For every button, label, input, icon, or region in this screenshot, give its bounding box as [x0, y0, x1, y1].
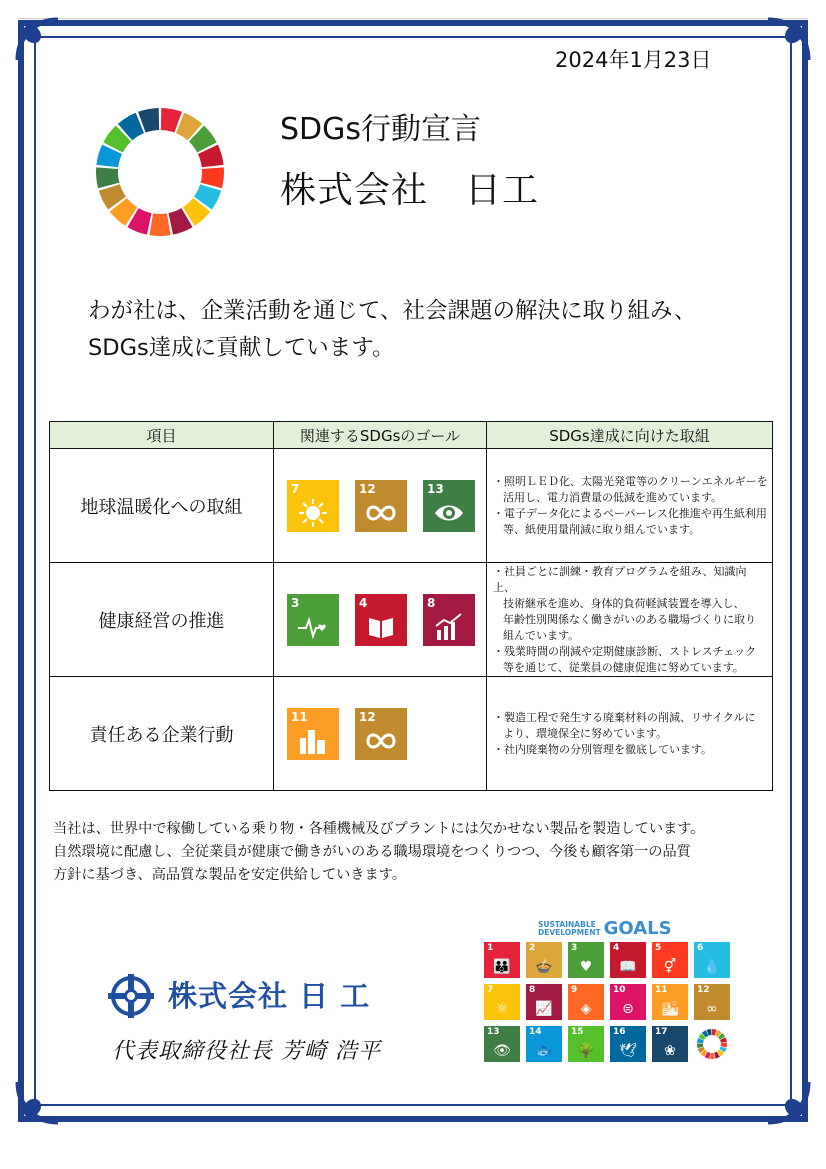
- action-line: ・社員ごとに訓練・教育プログラムを組み、知識向上、: [493, 564, 747, 594]
- row-actions-cell: [487, 563, 773, 677]
- sdg-goal-2-tile: 2 🍲: [526, 942, 562, 978]
- sdg-logo-goals: GOALS: [603, 918, 672, 939]
- wheel-segment: [96, 167, 119, 188]
- representative-signature: 代表取締役社長 芳崎 浩平: [112, 1039, 381, 1064]
- company-title: 株式会社 日工: [280, 170, 540, 211]
- row-actions-cell: [487, 449, 773, 563]
- sdg-goal-10-tile: 10 ⊜: [610, 984, 646, 1020]
- sdg-goal-13-icon: 13: [423, 480, 475, 532]
- body-text: [53, 818, 705, 887]
- action-bullet: [493, 742, 768, 758]
- body-line: 当社は、世界中で稼働している乗り物・各種機械及びプラントには欠かせない製品を製造しています。: [53, 821, 705, 837]
- wheel-segment: [201, 167, 224, 188]
- table-row: [50, 563, 773, 677]
- sdg-goal-3-tile: 3 ♥: [568, 942, 604, 978]
- sdg-goal-15-tile: 15 🌳: [568, 1026, 604, 1062]
- body-line: 方針に基づき、高品質な製品を安定供給していきます。: [53, 867, 406, 883]
- sdg-goal-8-tile: 8 📈: [526, 984, 562, 1020]
- action-line: 年齢性別関係なく働きがいのある職場づくりに取り: [503, 612, 756, 626]
- corner-ornament-bottom-right: [764, 1078, 812, 1126]
- row-actions-cell: [487, 677, 773, 791]
- corner-ornament-top-right: [764, 16, 812, 64]
- sdg-goal-5-tile: 5 ⚥: [652, 942, 688, 978]
- sdg-goal-7-icon: 7: [287, 480, 339, 532]
- sdg-logo-line2: DEVELOPMENT: [538, 927, 601, 937]
- action-line: 活用し、電力消費量の低減を進めています。: [503, 490, 723, 504]
- page-title: SDGs行動宣言: [280, 112, 482, 147]
- header-goals: 関連するSDGsのゴール: [274, 422, 487, 449]
- sdg-goal-6-tile: 6 💧: [694, 942, 730, 978]
- intro-text: [88, 293, 696, 367]
- intro-line: わが社は、企業活動を通じて、社会課題の解決に取り組み、: [88, 298, 697, 324]
- row-goals-cell: [274, 449, 487, 563]
- date: 2024年1月23日: [555, 48, 712, 72]
- table-row: [50, 677, 773, 791]
- row-goals-cell: [274, 563, 487, 677]
- sdg-goal-3-icon: 3: [287, 594, 339, 646]
- sdg-goals-logo: [538, 918, 672, 939]
- top-rule: [18, 18, 808, 19]
- sdg-goal-12-icon: 12: [355, 480, 407, 532]
- action-line: より、環境保全に努めています。: [503, 726, 668, 740]
- sdg-logo-line1: SUSTAINABLE: [538, 919, 596, 929]
- action-line: 等を通じて、従業員の健康促進に努めています。: [503, 660, 744, 674]
- action-bullet: [493, 710, 768, 742]
- company-logo-icon: [108, 974, 154, 1018]
- wheel-segment: [150, 213, 171, 236]
- row-item-label: 地球温暖化への取組: [50, 449, 274, 563]
- sdg-goal-17-tile: 17 ❀: [652, 1026, 688, 1062]
- sdg-goal-1-tile: 1 👪: [484, 942, 520, 978]
- corner-ornament-bottom-left: [14, 1078, 62, 1126]
- row-item-label: 責任ある企業行動: [50, 677, 274, 791]
- action-line: ・残業時間の削減や定期健康診断、ストレスチェック: [493, 644, 757, 658]
- sdg-goal-9-tile: 9 ◈: [568, 984, 604, 1020]
- action-line: ・社内廃棄物の分別管理を徹底しています。: [493, 742, 713, 756]
- row-item-label: 健康経営の推進: [50, 563, 274, 677]
- sdg-goal-13-tile: 13 👁: [484, 1026, 520, 1062]
- row-goals-cell: [274, 677, 487, 791]
- sdg-goal-8-icon: 8: [423, 594, 475, 646]
- sdg-goal-14-tile: 14 🐟: [526, 1026, 562, 1062]
- sdg-goal-12-tile: 12 ∞: [694, 984, 730, 1020]
- sdg-goal-4-icon: 4: [355, 594, 407, 646]
- action-bullet: [493, 506, 768, 538]
- action-bullet: [493, 564, 768, 644]
- header-item: 項目: [50, 422, 274, 449]
- sdg-goal-7-tile: 7 ☼: [484, 984, 520, 1020]
- action-line: ・照明ＬＥＤ化、太陽光発電等のクリーンエネルギーを: [493, 474, 768, 488]
- sdg-goals-grid: [484, 942, 730, 1062]
- header-actions: SDGs達成に向けた取組: [487, 422, 773, 449]
- action-line: 組んでいます。: [503, 628, 580, 642]
- company-name-logotype: 株式会社 日 工: [168, 979, 371, 1013]
- sdg-goal-11-icon: 11: [287, 708, 339, 760]
- table-row: [50, 449, 773, 563]
- action-line: ・製造工程で発生する廃棄材料の削減、リサイクルに: [493, 710, 756, 724]
- sdg-goal-11-tile: 11 🏙: [652, 984, 688, 1020]
- sdg-wheel-small-icon: [694, 1026, 730, 1062]
- action-line: 等、紙使用量削減に取り組んでいます。: [503, 522, 701, 536]
- action-bullet: [493, 644, 768, 676]
- sdg-goal-4-tile: 4 📖: [610, 942, 646, 978]
- action-line: 技術継承を進め、身体的負荷軽減装置を導入し、: [503, 596, 745, 610]
- action-bullet: [493, 474, 768, 506]
- action-line: ・電子データ化によるペーパーレス化推進や再生紙利用: [493, 506, 767, 520]
- sdgs-table: [49, 421, 773, 791]
- sdg-goal-16-tile: 16 🕊: [610, 1026, 646, 1062]
- corner-ornament-top-left: [14, 16, 62, 64]
- sdg-wheel-logo: [94, 106, 226, 238]
- body-line: 自然環境に配慮し、全従業員が健康で働きがいのある職場環境をつくりつつ、今後も顧客第一の品質: [53, 844, 691, 860]
- sdg-goal-12-icon: 12: [355, 708, 407, 760]
- intro-line: SDGs達成に貢献しています。: [88, 335, 395, 361]
